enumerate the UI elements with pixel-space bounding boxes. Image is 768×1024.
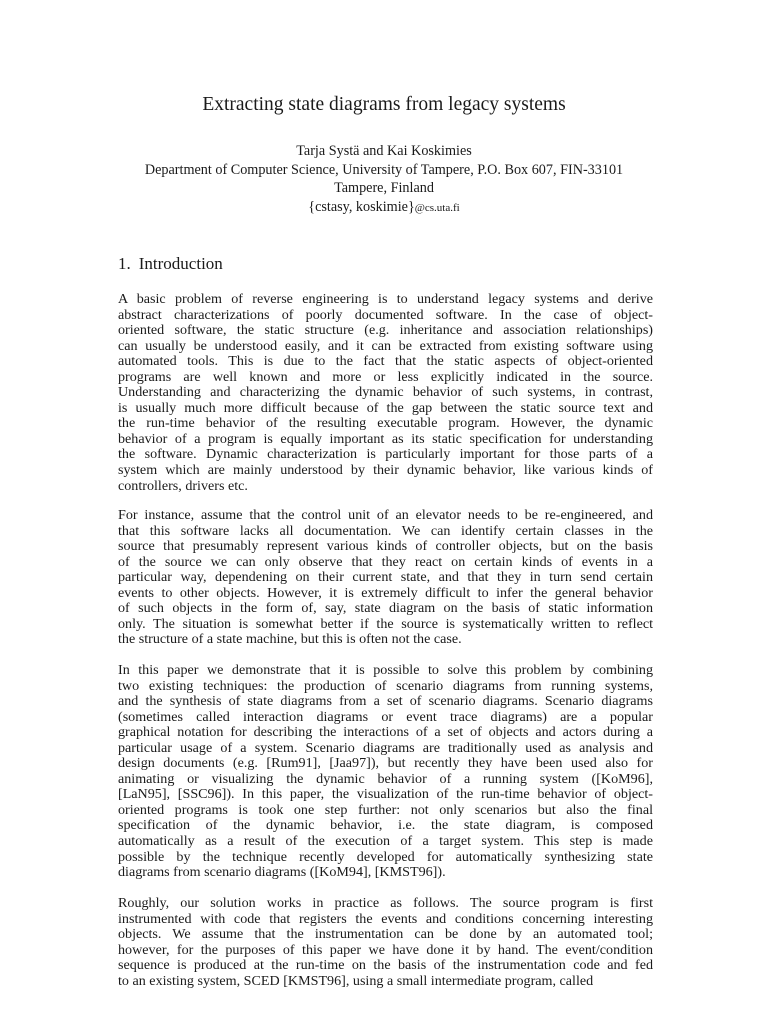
paragraph-2: [118, 508, 653, 648]
text-line: Understanding and characterizing the dynamic behavior of such systems, in contrast,: [118, 384, 653, 401]
text-line: specification of the dynamic behavior, i.e. the state diagram, is composed: [118, 817, 653, 834]
text-line: and the synthesis of state diagrams from a set of scenario diagrams. Scenario diagrams: [118, 693, 653, 710]
text-line: events to other objects. However, it is extremely difficult to infer the general behavior: [118, 584, 653, 601]
text-line: objects. We assume that the instrumentation can be done by an automated tool;: [118, 926, 653, 943]
text-line: (sometimes called interaction diagrams or event trace diagrams) are a popular: [118, 708, 653, 725]
text-line: oriented software, the static structure (e.g. inheritance and association relationships): [118, 322, 653, 339]
text-line: however, for the purposes of this paper we have done it by hand. The event/condition: [118, 941, 653, 958]
authors: Tarja Systä and Kai Koskimies: [296, 143, 472, 159]
email-users: {cstasy, koskimie}: [308, 198, 415, 215]
text-line: source that presumably represent various kinds of controller objects, but on the basis: [118, 538, 653, 555]
section-title: Introduction: [138, 254, 223, 273]
email-domain: @cs.uta.fi: [414, 201, 460, 214]
text-line: the structure of a state machine, but this is often not the case.: [118, 631, 462, 648]
text-line: In this paper we demonstrate that it is possible to solve this problem by combining: [118, 662, 653, 678]
text-line: graphical notation for describing the interactions of a set of objects and actors during a: [118, 724, 653, 741]
text-line: the software. Dynamic characterization is particularly important for those parts of a: [118, 446, 653, 463]
text-line: of such objects in the form of, say, state diagram on the basis of static information: [118, 600, 653, 617]
section-number: 1.: [118, 254, 131, 273]
text-line: controllers, drivers etc.: [118, 477, 248, 494]
text-line: particular way, dependening on their current state, and that they in turn send certain: [118, 569, 653, 586]
text-line: can usually be understood easily, and it can be extracted from existing software using: [118, 337, 653, 354]
text-line: For instance, assume that the control unit of an elevator needs to be re-engineered, and: [118, 507, 653, 523]
text-line: animating or visualizing the dynamic behavior of a running system ([KoM96],: [118, 770, 653, 787]
section-heading: [118, 253, 223, 275]
text-line: Roughly, our solution works in practice as follows. The source program is first: [118, 895, 653, 911]
affiliation-line-2: Tampere, Finland: [334, 180, 434, 196]
affiliation-line-1: Department of Computer Science, University of Tampere, P.O. Box 607, FIN-33101: [144, 161, 624, 178]
text-line: is usually much more difficult because of the gap between the static source text and: [118, 399, 653, 416]
text-line: the run-time behavior of the resulting executable program. However, the dynamic: [118, 415, 653, 432]
text-line: two existing techniques: the production of scenario diagrams from running systems,: [118, 677, 653, 694]
text-line: that this software lacks all documentation. We can identify certain classes in the: [118, 522, 653, 539]
text-line: system which are mainly understood by their dynamic behavior, like various kinds of: [118, 462, 653, 479]
text-line: diagrams from scenario diagrams ([KoM94], [KMST96]).: [118, 864, 446, 881]
paragraph-1: [118, 292, 653, 494]
text-line: programs are well known and more or less explicitly indicated in the source.: [118, 368, 653, 385]
text-line: [LaN95], [SSC96]). In this paper, the visualization of the run-time behavior of object-: [118, 786, 653, 803]
text-line: automated tools. This is due to the fact that the static aspects of object-oriented: [118, 353, 653, 370]
text-line: to an existing system, SCED [KMST96], using a small intermediate program, called: [118, 972, 594, 989]
text-line: oriented programs is took one step further: not only scenarios but also the final: [118, 801, 653, 818]
text-line: of the source we can only observe that they react on certain kinds of events in a: [118, 553, 653, 570]
text-line: instrumented with code that registers the events and conditions concerning interesting: [118, 910, 653, 927]
text-line: possible by the technique recently developed for automatically synthesizing state: [118, 848, 653, 865]
paragraph-4: [118, 896, 653, 989]
text-line: sequence is produced at the run-time on the basis of the instrumentation code and fed: [118, 957, 653, 974]
paragraph-3: [118, 663, 653, 881]
text-line: behavior of a program is equally important as its static specification for understanding: [118, 430, 653, 447]
author-block: [0, 142, 768, 217]
email: [0, 198, 768, 218]
text-line: A basic problem of reverse engineering is to understand legacy systems and derive: [118, 291, 653, 307]
text-line: particular usage of a system. Scenario diagrams are traditionally used as analysis and: [118, 739, 653, 756]
text-line: automatically as a result of the execution of a target system. This step is made: [118, 833, 653, 850]
text-line: design documents (e.g. [Rum91], [Jaa97]), but recently they have been used also for: [118, 755, 653, 772]
text-line: only. The situation is somewhat better if the source is systematically written to reflect: [118, 615, 653, 632]
paper-title: Extracting state diagrams from legacy systems: [202, 94, 566, 115]
text-line: abstract characterizations of poorly documented software. In the case of object-: [118, 306, 653, 323]
